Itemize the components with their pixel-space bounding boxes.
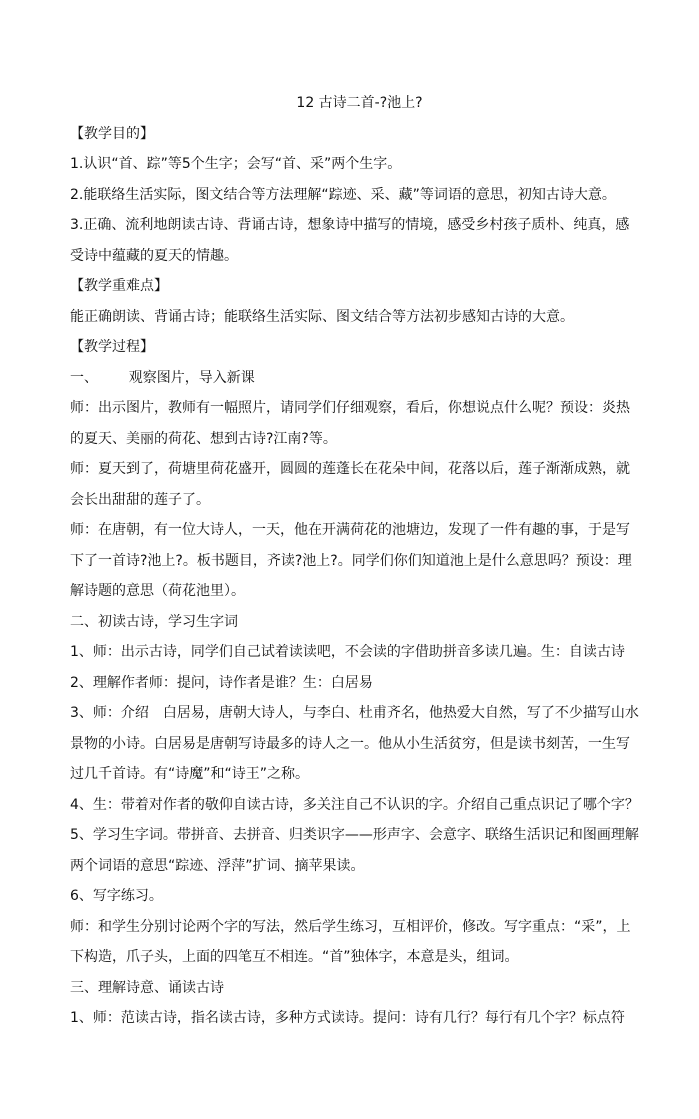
- section-2-title: 二、初读古诗，学习生字词: [70, 613, 238, 630]
- paragraph-5: 2、理解作者师：提问，诗作者是谁？生：白居易: [70, 674, 373, 691]
- paragraph-9: 6、写字练习。: [70, 888, 163, 904]
- paragraph-11: 1、师：范读古诗，指名读古诗，多种方式读诗。提问：诗有几行？每行有几个字？标点符: [70, 1010, 625, 1026]
- goal-3: 3.正确、流利地朗读古诗、背诵古诗，想象诗中描写的情境，感受乡村孩子质朴、纯真，感受诗中蕴藏的夏天的情趣。: [70, 217, 630, 264]
- document-title: 12 古诗二首-?池上?: [296, 95, 423, 111]
- section-1-number: 一、: [70, 369, 98, 386]
- heading-key-points: 【教学重难点】: [70, 278, 168, 294]
- heading-teaching-goals: 【教学目的】: [70, 125, 154, 142]
- section-3-title: 三、理解诗意、诵读古诗: [70, 979, 224, 996]
- goal-2: 2.能联络生活实际，图文结合等方法理解“踪迹、采、藏”等词语的意思，初知古诗大意。: [70, 186, 616, 203]
- paragraph-10: 师：和学生分别讨论两个字的写法，然后学生练习，互相评价，修改。写字重点：“采”，上下构造，爪子头，上面的四笔互不相连。“首”独体字，本意是头，组词。: [70, 918, 631, 965]
- section-1-title: [70, 363, 641, 394]
- key-points-text: 能正确朗读、背诵古诗；能联络生活实际、图文结合等方法初步感知古诗的大意。: [70, 308, 574, 325]
- goal-1: 1.认识“首、踪”等5个生字；会写“首、采”两个生字。: [70, 156, 402, 172]
- paragraph-8: 5、学习生字词。带拼音、去拼音、归类识字——形声字、会意字、联络生活识记和图画理解两个词语的意思“踪迹、浮萍”扩词、摘苹果读。: [70, 827, 639, 874]
- paragraph-2: 师：夏天到了，荷塘里荷花盛开，圆圆的莲蓬长在花朵中间，花落以后，莲子渐渐成熟，就会长出甜甜的莲子了。: [70, 461, 630, 508]
- paragraph-4: 1、师：出示古诗，同学们自己试着读读吧，不会读的字借助拼音多读几遍。生：自读古诗: [70, 644, 625, 660]
- section-1-text: 观察图片，导入新课: [128, 369, 255, 386]
- paragraph-3: 师：在唐朝，有一位大诗人，一天，他在开满荷花的池塘边，发现了一件有趣的事，于是写下了一首诗?池上?。板书题目，齐读?池上?。同学们你们知道池上是什么意思吗？预设：理解诗题的意思（荷花池里）。: [70, 522, 632, 599]
- paragraph-7: 4、生：带着对作者的敬仰自读古诗，多关注自己不认识的字。介绍自己重点识记了哪个字？: [70, 796, 639, 813]
- paragraph-6: 3、师：介绍 白居易，唐朝大诗人，与李白、杜甫齐名，他热爱大自然，写了不少描写山水景物的小诗。白居易是唐朝写诗最多的诗人之一。他从小生活贫穷，但是读书刻苦，一生写过几千首诗。有“诗魔”和“诗王”之称。: [70, 705, 639, 782]
- heading-teaching-process: 【教学过程】: [70, 339, 154, 355]
- paragraph-1: 师：出示图片，教师有一幅照片，请同学们仔细观察，看后，你想说点什么呢？预设：炎热的夏天、美丽的荷花、想到古诗?江南?等。: [70, 400, 630, 447]
